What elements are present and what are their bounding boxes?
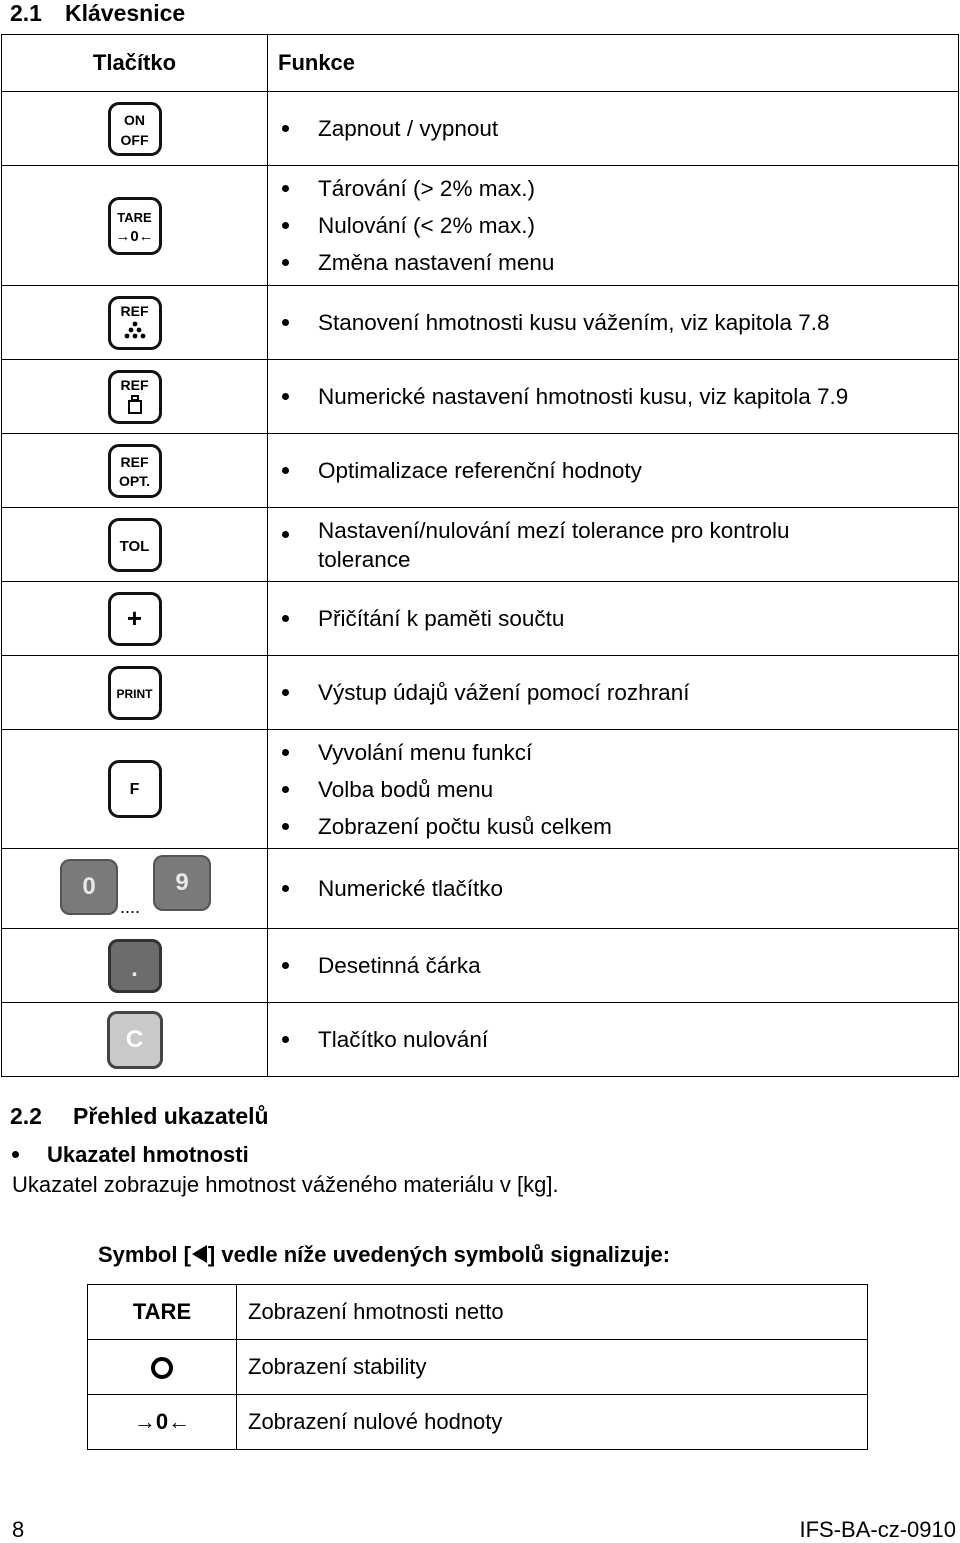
list-item: Nulování (< 2% max.) bbox=[282, 207, 958, 244]
tare-key-icon bbox=[108, 197, 162, 255]
function-cell bbox=[268, 1003, 959, 1077]
table-row bbox=[2, 166, 959, 286]
table-row bbox=[2, 360, 959, 434]
list-item: Numerické tlačítko bbox=[282, 870, 958, 907]
key-cell bbox=[2, 508, 268, 582]
clear-key-icon: C bbox=[107, 1011, 163, 1069]
function-cell bbox=[268, 360, 959, 434]
page-number: 8 bbox=[12, 1517, 25, 1542]
key-cell bbox=[2, 92, 268, 166]
key-label: REF bbox=[120, 453, 149, 470]
symbol-description: Zobrazení hmotnosti netto bbox=[237, 1285, 868, 1340]
pieces-icon bbox=[124, 321, 146, 341]
list-item: Přičítání k paměti součtu bbox=[282, 600, 958, 637]
function-cell bbox=[268, 286, 959, 360]
section-number: 2.2 bbox=[10, 1103, 42, 1129]
key-label: REF bbox=[120, 376, 149, 393]
list-item: Tárování (> 2% max.) bbox=[282, 170, 958, 207]
symbol-heading-text: ] vedle níže uvedených symbolů signalizuje: bbox=[207, 1242, 671, 1267]
table-row bbox=[2, 434, 959, 508]
function-cell bbox=[268, 166, 959, 286]
f-key-icon bbox=[108, 760, 162, 818]
key-label: REF bbox=[120, 302, 149, 319]
key-label: ON bbox=[124, 111, 145, 128]
symbol-heading bbox=[98, 1242, 670, 1268]
list-item: Tlačítko nulování bbox=[282, 1021, 958, 1058]
weight-icon bbox=[126, 395, 144, 415]
table-row bbox=[2, 92, 959, 166]
section-heading-indicators bbox=[10, 1103, 269, 1130]
table-row bbox=[88, 1340, 868, 1395]
decimal-point-key-icon: . bbox=[108, 939, 162, 993]
symbol-cell bbox=[88, 1340, 237, 1395]
list-item: Změna nastavení menu bbox=[282, 244, 958, 281]
print-key-icon bbox=[108, 666, 162, 720]
digit-0-key-icon: 0 bbox=[60, 859, 118, 915]
document-id: IFS-BA-cz-0910 bbox=[799, 1517, 956, 1542]
table-row bbox=[2, 849, 959, 929]
function-cell bbox=[268, 656, 959, 730]
symbol-cell: TARE bbox=[88, 1285, 237, 1340]
function-cell bbox=[268, 92, 959, 166]
function-cell bbox=[268, 508, 959, 582]
section-number: 2.1 bbox=[10, 0, 42, 26]
table-row bbox=[2, 582, 959, 656]
list-item: Numerické nastavení hmotnosti kusu, viz kapitola 7.9 bbox=[282, 378, 958, 415]
table-row bbox=[2, 286, 959, 360]
indicator-title-text: Ukazatel hmotnosti bbox=[47, 1142, 249, 1167]
function-cell bbox=[268, 849, 959, 929]
indicator-description: Ukazatel zobrazuje hmotnost váženého materiálu v [kg]. bbox=[12, 1172, 559, 1197]
key-cell bbox=[2, 434, 268, 508]
function-cell bbox=[268, 730, 959, 849]
column-header-function: Funkce bbox=[268, 35, 959, 92]
digit-9-key-icon: 9 bbox=[153, 855, 211, 911]
table-row bbox=[2, 730, 959, 849]
key-label: + bbox=[126, 602, 143, 633]
function-cell bbox=[268, 582, 959, 656]
bullet-icon bbox=[12, 1151, 19, 1158]
keyboard-table bbox=[1, 34, 959, 1077]
table-row bbox=[2, 929, 959, 1003]
section-heading-keyboard bbox=[10, 0, 185, 27]
key-label: PRINT bbox=[116, 686, 153, 701]
key-cell bbox=[2, 730, 268, 849]
list-item: Zobrazení počtu kusů celkem bbox=[282, 808, 958, 845]
key-label: TOL bbox=[119, 537, 150, 555]
on-off-key-icon bbox=[108, 102, 162, 156]
list-item: Desetinná čárka bbox=[282, 947, 958, 984]
symbol-cell: →0← bbox=[88, 1395, 237, 1450]
table-header-row bbox=[2, 35, 959, 92]
list-item: Nastavení/nulování mezí tolerance pro kontrolu tolerance bbox=[282, 516, 878, 574]
key-cell bbox=[2, 360, 268, 434]
table-row bbox=[88, 1395, 868, 1450]
key-cell bbox=[2, 1003, 268, 1077]
list-item: Zapnout / vypnout bbox=[282, 110, 958, 147]
key-cell bbox=[2, 656, 268, 730]
symbol-heading-text: Symbol [ bbox=[98, 1242, 191, 1267]
stability-icon bbox=[151, 1357, 173, 1379]
key-label: OPT. bbox=[118, 472, 151, 489]
left-triangle-icon bbox=[192, 1245, 207, 1263]
key-cell bbox=[2, 582, 268, 656]
function-cell bbox=[268, 434, 959, 508]
function-cell bbox=[268, 929, 959, 1003]
key-cell bbox=[2, 849, 268, 929]
key-cell bbox=[2, 286, 268, 360]
indicator-title bbox=[12, 1142, 249, 1168]
column-header-key: Tlačítko bbox=[2, 35, 268, 92]
key-cell bbox=[2, 929, 268, 1003]
ref-opt-key-icon bbox=[108, 444, 162, 498]
table-row bbox=[2, 508, 959, 582]
symbol-description: Zobrazení stability bbox=[237, 1340, 868, 1395]
list-item: Vyvolání menu funkcí bbox=[282, 734, 958, 771]
tol-key-icon bbox=[108, 518, 162, 572]
section-title: Přehled ukazatelů bbox=[73, 1103, 269, 1129]
table-row bbox=[2, 1003, 959, 1077]
key-label: F bbox=[129, 781, 140, 798]
list-item: Stanovení hmotnosti kusu vážením, viz kapitola 7.8 bbox=[282, 304, 958, 341]
symbol-description: Zobrazení nulové hodnoty bbox=[237, 1395, 868, 1450]
list-item: Optimalizace referenční hodnoty bbox=[282, 452, 958, 489]
ref-pieces-key-icon bbox=[108, 296, 162, 350]
table-row bbox=[2, 656, 959, 730]
section-title: Klávesnice bbox=[65, 0, 186, 26]
list-item: Volba bodů menu bbox=[282, 771, 958, 808]
key-cell bbox=[2, 166, 268, 286]
digits-ellipsis: .... bbox=[120, 897, 141, 917]
ref-weight-key-icon bbox=[108, 370, 162, 424]
symbol-table bbox=[87, 1284, 868, 1450]
list-item: Výstup údajů vážení pomocí rozhraní bbox=[282, 674, 958, 711]
plus-key-icon bbox=[108, 592, 162, 646]
key-label: OFF bbox=[120, 131, 149, 148]
key-label: TARE bbox=[117, 209, 152, 225]
table-row bbox=[88, 1285, 868, 1340]
key-label: →0← bbox=[115, 227, 154, 245]
